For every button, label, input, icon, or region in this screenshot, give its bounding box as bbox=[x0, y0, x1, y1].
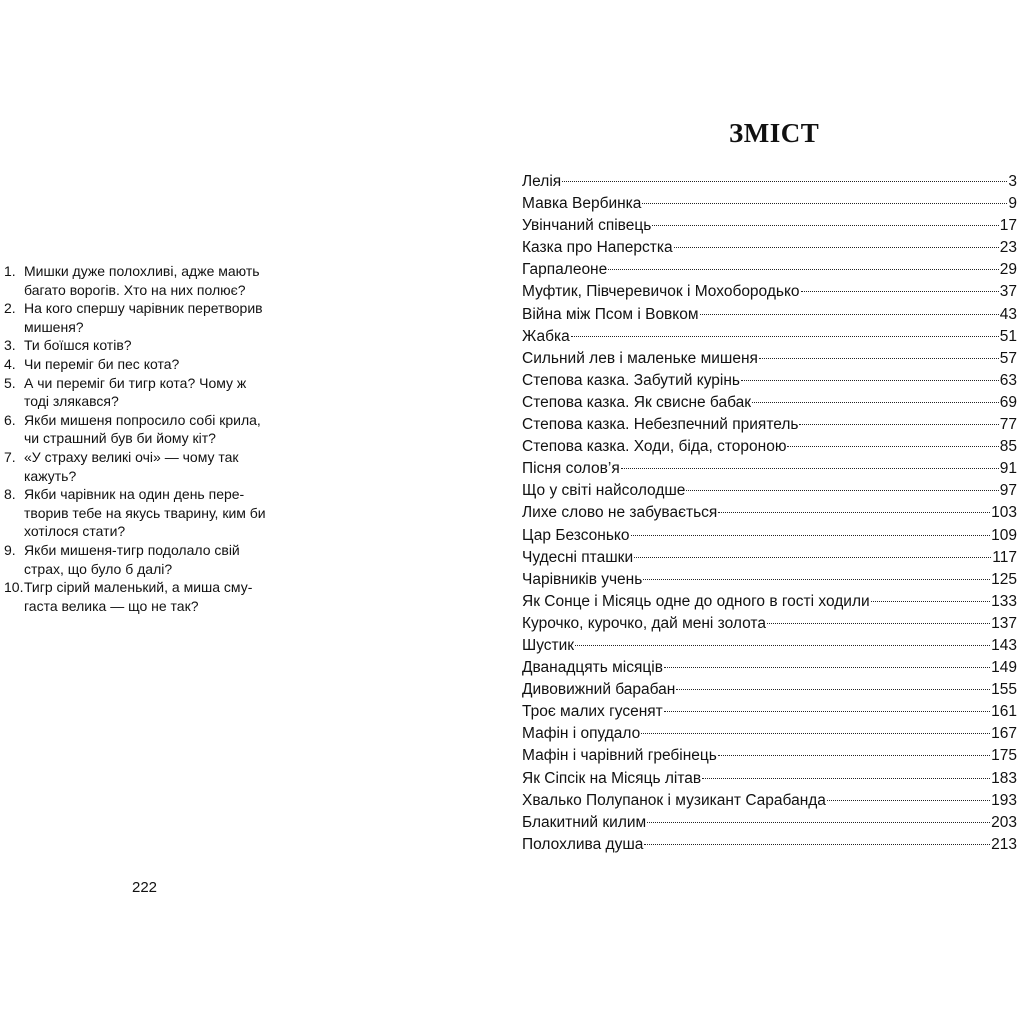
toc-entry-title: Війна між Псом і Вовком bbox=[522, 305, 699, 323]
toc-entry-title: Лихе слово не забувається bbox=[522, 504, 718, 522]
question-item bbox=[4, 262, 294, 299]
toc-entry[interactable] bbox=[522, 657, 1017, 679]
toc-entry-page: 91 bbox=[999, 460, 1017, 478]
toc-entry-title: Хвалько Полупанок і музикант Сарабанда bbox=[522, 791, 826, 809]
toc-dot-leader bbox=[562, 180, 1007, 182]
question-item bbox=[4, 336, 294, 355]
question-text: Якби мишеня-тигр подолало свій страх, що було б далі? bbox=[24, 541, 240, 577]
toc-entry-title: Цар Безсонько bbox=[522, 526, 630, 544]
toc-entry-title: Чудесні пташки bbox=[522, 548, 634, 566]
toc-list bbox=[522, 171, 1017, 856]
question-number: 10. bbox=[4, 579, 24, 596]
toc-entry-title: Степова казка. Ходи, біда, стороною bbox=[522, 438, 787, 456]
toc-entry[interactable] bbox=[522, 701, 1017, 723]
toc-entry-page: 137 bbox=[991, 614, 1017, 632]
question-item bbox=[4, 299, 294, 336]
toc-dot-leader bbox=[686, 489, 998, 491]
toc-dot-leader bbox=[643, 578, 990, 580]
toc-entry[interactable] bbox=[522, 414, 1017, 436]
toc-entry-page: 213 bbox=[991, 835, 1017, 853]
toc-entry-page: 103 bbox=[991, 504, 1017, 522]
toc-dot-leader bbox=[700, 313, 999, 315]
toc-entry-page: 9 bbox=[1008, 195, 1017, 213]
question-item bbox=[4, 411, 294, 448]
toc-entry-page: 97 bbox=[999, 482, 1017, 500]
toc-entry-title: Лелія bbox=[522, 173, 562, 190]
question-number: 2. bbox=[4, 300, 16, 317]
questions-list bbox=[4, 262, 294, 615]
toc-entry[interactable] bbox=[522, 834, 1017, 856]
toc-entry-page: 29 bbox=[999, 261, 1017, 279]
toc-entry-title: Степова казка. Забутий курінь bbox=[522, 371, 740, 389]
toc-dot-leader bbox=[718, 511, 990, 513]
toc-dot-leader bbox=[621, 467, 999, 469]
toc-entry-page: 85 bbox=[999, 438, 1017, 456]
toc-entry-page: 51 bbox=[999, 327, 1017, 345]
toc-entry[interactable] bbox=[522, 723, 1017, 745]
toc-entry-title: Блакитний килим bbox=[522, 813, 647, 831]
toc-entry[interactable] bbox=[522, 635, 1017, 657]
toc-entry-title: Мафін і чарівний гребінець bbox=[522, 747, 717, 765]
question-text: Якби мишеня попросило собі крила, чи страшний був би йому кіт? bbox=[24, 411, 261, 447]
question-number: 3. bbox=[4, 337, 16, 354]
toc-entry-title: Степова казка. Небезпечний приятель bbox=[522, 416, 799, 434]
toc-dot-leader bbox=[871, 600, 990, 602]
question-number: 9. bbox=[4, 541, 16, 558]
toc-entry[interactable] bbox=[522, 480, 1017, 502]
toc-entry-page: 133 bbox=[991, 592, 1017, 610]
question-item bbox=[4, 355, 294, 374]
toc-entry-page: 37 bbox=[999, 283, 1017, 301]
toc-entry-page: 3 bbox=[1008, 173, 1017, 190]
toc-entry-page: 77 bbox=[999, 416, 1017, 434]
toc-entry-page: 17 bbox=[999, 217, 1017, 235]
question-text: Мишки дуже полохливі, адже мають багато ворогів. Хто на них полює? bbox=[24, 263, 260, 298]
question-text: На кого спершу чарівник перетворив мишеня? bbox=[24, 300, 263, 335]
toc-entry[interactable] bbox=[522, 304, 1017, 326]
question-number: 4. bbox=[4, 355, 16, 372]
toc-entry-page: 117 bbox=[992, 548, 1017, 566]
toc-entry-page: 175 bbox=[991, 747, 1017, 765]
toc-dot-leader bbox=[631, 534, 991, 536]
question-text: А чи переміг би тигр кота? Чому ж тоді злякався? bbox=[24, 374, 247, 410]
toc-entry[interactable] bbox=[522, 768, 1017, 790]
toc-entry-page: 125 bbox=[991, 570, 1017, 588]
toc-entry[interactable] bbox=[522, 569, 1017, 591]
toc-dot-leader bbox=[718, 754, 990, 756]
toc-entry-page: 149 bbox=[991, 659, 1017, 677]
toc-dot-leader bbox=[641, 732, 990, 734]
toc-entry[interactable] bbox=[522, 171, 1017, 193]
toc-entry-title: Що у світі найсолодше bbox=[522, 482, 686, 500]
toc-dot-leader bbox=[702, 777, 990, 779]
toc-entry[interactable] bbox=[522, 281, 1017, 303]
question-text: Ти боїшся котів? bbox=[24, 337, 132, 354]
toc-entry-page: 143 bbox=[991, 636, 1017, 654]
toc-dot-leader bbox=[647, 821, 990, 823]
toc-entry-page: 155 bbox=[991, 681, 1017, 699]
toc-entry-title: Жабка bbox=[522, 327, 570, 345]
toc-dot-leader bbox=[642, 202, 1007, 204]
toc-entry[interactable] bbox=[522, 525, 1017, 547]
toc-entry[interactable] bbox=[522, 812, 1017, 834]
question-text: Тигр сірий маленький, а миша сму- гаста велика — що не так? bbox=[24, 579, 253, 614]
toc-entry-title: Як Сіпсік на Місяць літав bbox=[522, 769, 702, 787]
toc-entry[interactable] bbox=[522, 392, 1017, 414]
toc-entry[interactable] bbox=[522, 547, 1017, 569]
toc-entry-title: Сильний лев і маленьке мишеня bbox=[522, 349, 758, 367]
toc-entry-title: Дивовижний барабан bbox=[522, 681, 676, 699]
toc-dot-leader bbox=[799, 423, 998, 425]
toc-dot-leader bbox=[787, 445, 998, 447]
toc-entry-title: Полохлива душа bbox=[522, 835, 644, 853]
question-item bbox=[4, 374, 294, 411]
toc-dot-leader bbox=[759, 357, 999, 359]
toc-dot-leader bbox=[575, 644, 990, 646]
question-item bbox=[4, 578, 294, 615]
toc-entry[interactable] bbox=[522, 679, 1017, 701]
question-number: 1. bbox=[4, 263, 16, 279]
toc-dot-leader bbox=[676, 688, 990, 690]
toc-dot-leader bbox=[652, 224, 998, 226]
toc-entry[interactable] bbox=[522, 790, 1017, 812]
toc-dot-leader bbox=[634, 556, 991, 558]
toc-entry-title: Троє малих гусенят bbox=[522, 703, 663, 721]
toc-entry[interactable] bbox=[522, 502, 1017, 524]
toc-entry-page: 69 bbox=[999, 393, 1017, 411]
toc-dot-leader bbox=[752, 401, 999, 403]
toc-entry-page: 193 bbox=[991, 791, 1017, 809]
toc-entry[interactable] bbox=[522, 348, 1017, 370]
toc-entry-page: 167 bbox=[991, 725, 1017, 743]
question-number: 8. bbox=[4, 486, 16, 503]
toc-entry[interactable] bbox=[522, 458, 1017, 480]
question-item bbox=[4, 448, 294, 485]
toc-dot-leader bbox=[827, 799, 990, 801]
question-text: Чи переміг би пес кота? bbox=[24, 355, 180, 372]
toc-entry-title: Гарпалеоне bbox=[522, 261, 608, 279]
toc-entry-title: Казка про Наперстка bbox=[522, 239, 673, 257]
page-number: 222 bbox=[132, 879, 158, 896]
question-item bbox=[4, 541, 294, 578]
question-text: Якби чарівник на один день пере- творив тебе на якусь тварину, ким би хотілося стати? bbox=[24, 486, 266, 540]
toc-entry-page: 63 bbox=[999, 371, 1017, 389]
toc-entry-title: Муфтик, Півчеревичок і Мохобородько bbox=[522, 283, 800, 301]
toc-entry[interactable] bbox=[522, 591, 1017, 613]
question-number: 7. bbox=[4, 448, 16, 465]
toc-dot-leader bbox=[644, 843, 990, 845]
toc-dot-leader bbox=[664, 666, 990, 668]
toc-entry-title: Чарівників учень bbox=[522, 570, 643, 588]
toc-dot-leader bbox=[608, 268, 999, 270]
toc-entry[interactable] bbox=[522, 326, 1017, 348]
toc-entry-page: 203 bbox=[991, 813, 1017, 831]
toc-dot-leader bbox=[674, 246, 999, 248]
question-item bbox=[4, 485, 294, 541]
question-text: «У страху великі очі» — чому так кажуть? bbox=[24, 448, 239, 484]
question-number: 5. bbox=[4, 374, 16, 391]
toc-dot-leader bbox=[571, 335, 999, 337]
toc-entry-page: 43 bbox=[999, 305, 1017, 323]
toc-dot-leader bbox=[664, 710, 990, 712]
toc-dot-leader bbox=[741, 379, 999, 381]
toc-title: ЗМІСТ bbox=[729, 118, 820, 148]
toc-entry-title: Курочко, курочко, дай мені золота bbox=[522, 614, 766, 632]
toc-entry[interactable] bbox=[522, 745, 1017, 767]
toc-dot-leader bbox=[767, 622, 990, 624]
toc-entry-title: Мафін і опудало bbox=[522, 725, 641, 743]
toc-entry[interactable] bbox=[522, 259, 1017, 281]
toc-entry[interactable] bbox=[522, 193, 1017, 215]
toc-entry[interactable] bbox=[522, 370, 1017, 392]
toc-entry-title: Як Сонце і Місяць одне до одного в гості ходили bbox=[522, 592, 870, 610]
question-number: 6. bbox=[4, 411, 16, 428]
toc-entry-page: 109 bbox=[991, 526, 1017, 544]
toc-entry-title: Пісня солов’я bbox=[522, 460, 620, 478]
toc-entry[interactable] bbox=[522, 237, 1017, 259]
toc-entry-title: Шустик bbox=[522, 636, 575, 654]
toc-entry-title: Увінчаний співець bbox=[522, 217, 652, 235]
toc-entry-page: 183 bbox=[991, 769, 1017, 787]
toc-entry[interactable] bbox=[522, 215, 1017, 237]
toc-dot-leader bbox=[801, 290, 999, 292]
toc-entry-page: 57 bbox=[999, 349, 1017, 367]
toc-entry-title: Дванадцять місяців bbox=[522, 659, 663, 677]
toc-entry-page: 23 bbox=[999, 239, 1017, 257]
toc-entry[interactable] bbox=[522, 436, 1017, 458]
toc-entry[interactable] bbox=[522, 613, 1017, 635]
toc-entry-title: Мавка Вербинка bbox=[522, 195, 642, 213]
toc-entry-page: 161 bbox=[991, 703, 1017, 721]
toc-entry-title: Степова казка. Як свисне бабак bbox=[522, 393, 751, 411]
